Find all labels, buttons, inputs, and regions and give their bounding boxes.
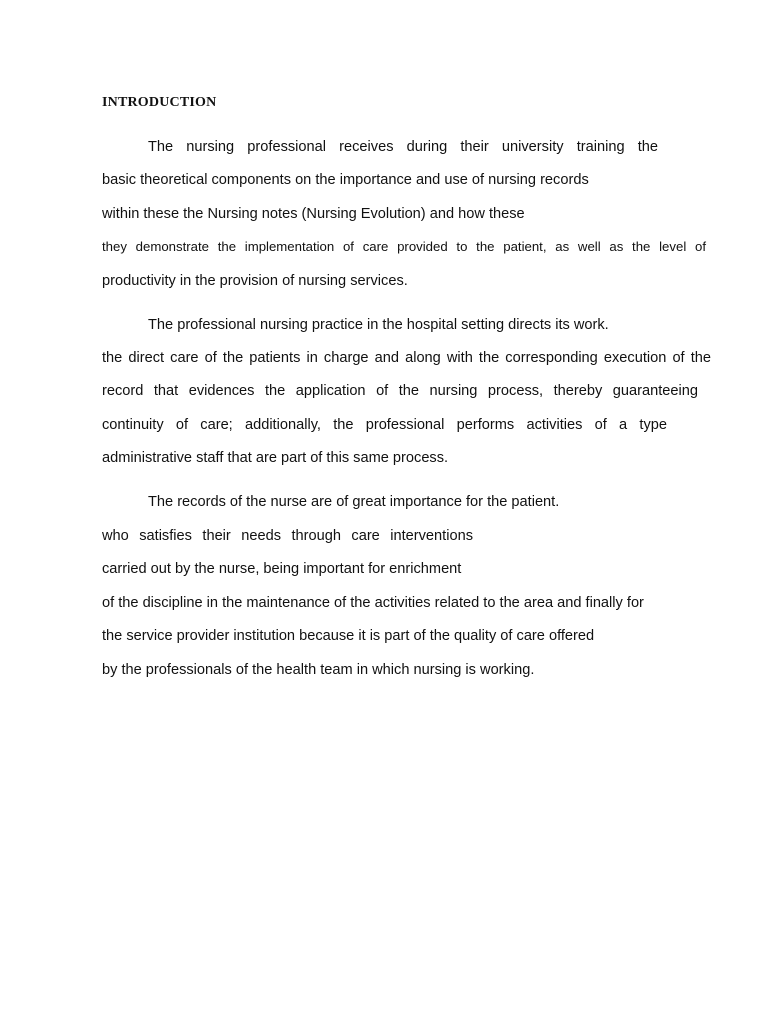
paragraph-3-line-3: carried out by the nurse, being important for enrichment — [102, 561, 462, 577]
paragraph-3-line-1: The records of the nurse are of great importance for the patient. — [148, 494, 560, 510]
paragraph-3-line-5: the service provider institution because it is part of the quality of care offered — [102, 628, 595, 644]
paragraph-3-line-4: of the discipline in the maintenance of the activities related to the area and finally for — [102, 595, 644, 611]
paragraph-2-line-1: The professional nursing practice in the hospital setting directs its work. — [148, 317, 609, 333]
paragraph-1-line-2: basic theoretical components on the importance and use of nursing records — [102, 172, 589, 188]
paragraph-2-line-4: continuity of care; additionally, the professional performs activities of a type — [102, 417, 667, 433]
paragraph-1-line-3: within these the Nursing notes (Nursing Evolution) and how these — [102, 206, 525, 222]
paragraph-2-line-5: administrative staff that are part of this same process. — [102, 450, 449, 466]
paragraph-1-line-4: they demonstrate the implementation of care provided to the patient, as well as the level of — [102, 239, 706, 254]
paragraph-2-line-3: record that evidences the application of the nursing process, thereby guaranteeing — [102, 383, 698, 399]
paragraph-1-line-1: The nursing professional receives during their university training the — [148, 139, 658, 155]
paragraph-2-line-2: the direct care of the patients in charge and along with the corresponding execution of the — [102, 350, 711, 366]
paragraph-3-line-2: who satisfies their needs through care interventions — [102, 528, 473, 544]
paragraph-1-line-5: productivity in the provision of nursing services. — [102, 273, 408, 289]
paragraph-3-line-6: by the professionals of the health team in which nursing is working. — [102, 662, 535, 678]
section-heading: INTRODUCTION — [102, 95, 217, 110]
